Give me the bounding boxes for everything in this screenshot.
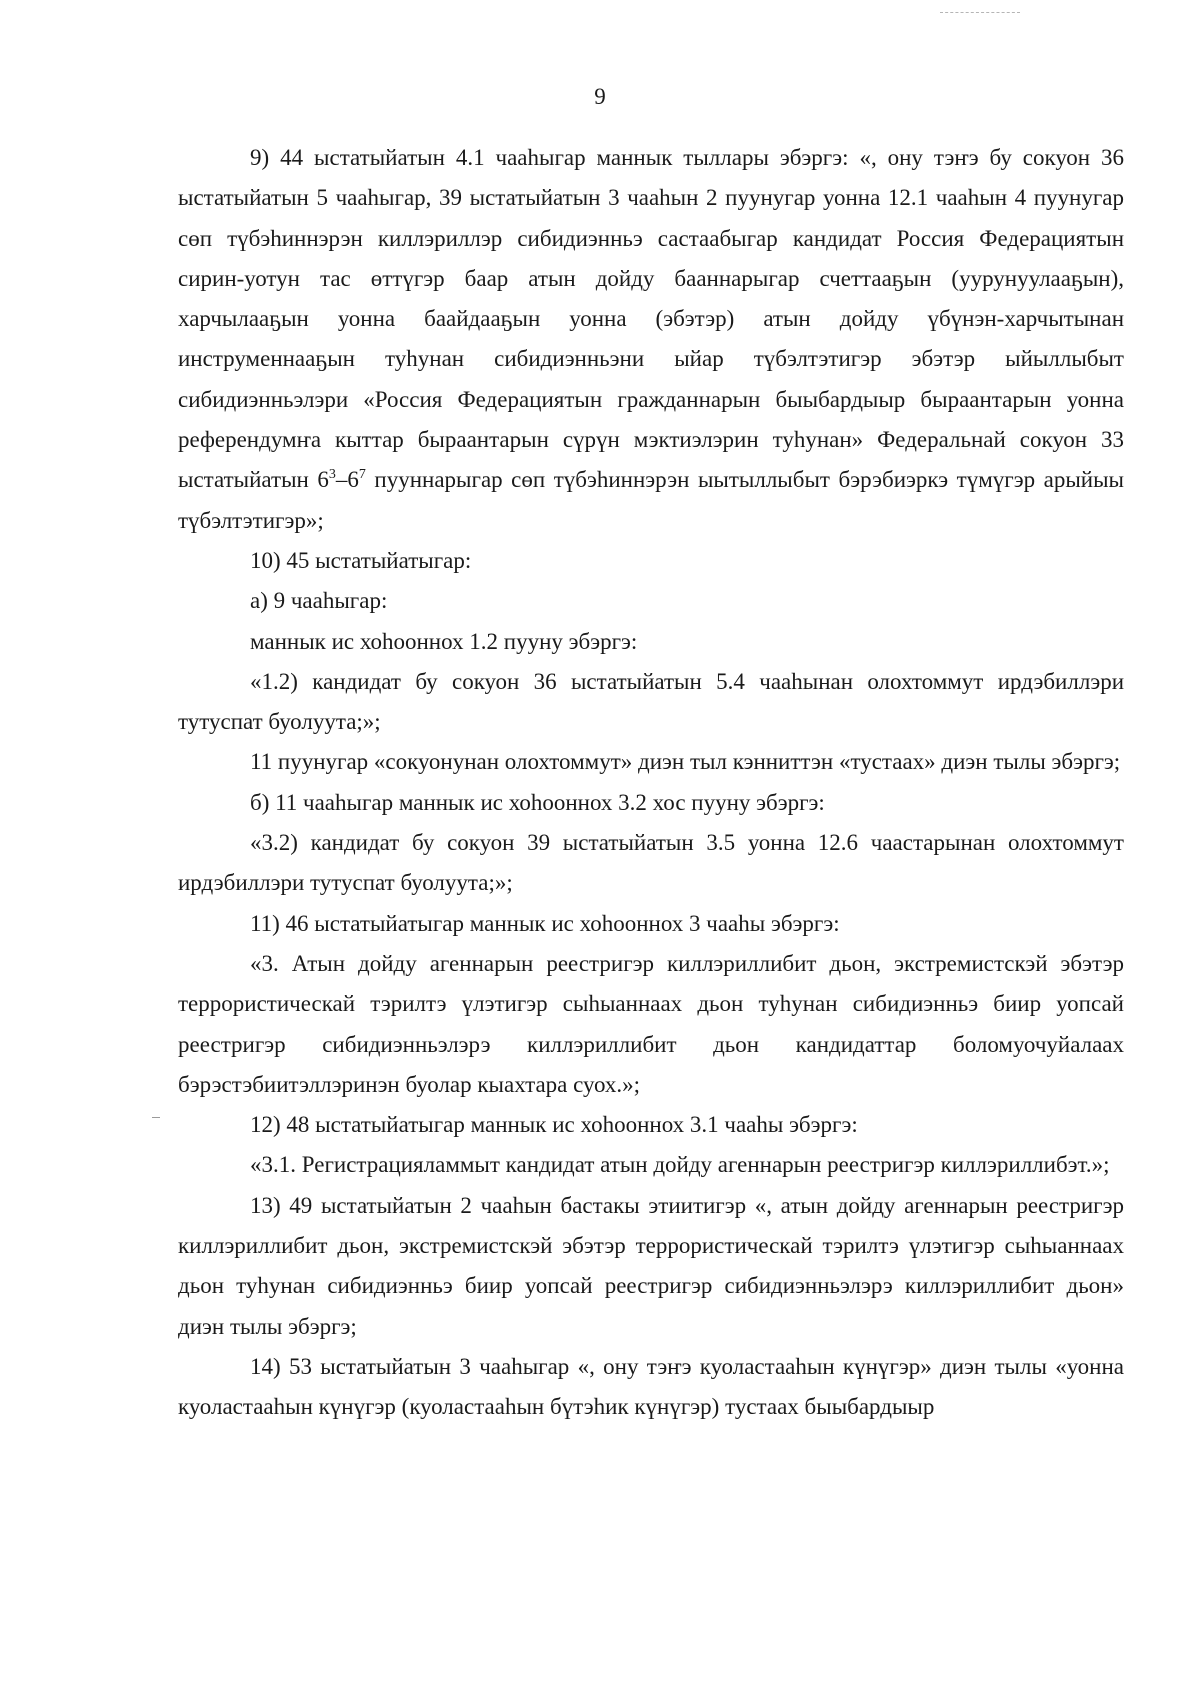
paragraph-text: 9) 44 ыстатыйатын 4.1 чааһыгар маннык тыллары эбэргэ: «, ону тэҥэ бу сокуон 36 ыстатыйатын 5 чааһыгар, 39 ыстатыйатын 3 чааһын 2 пуунугар уонна 12.1 чааһын 4 пуунугар сөп түбэһиннэрэн киллэриллэр сибидиэнньэ састаабыгар кандидат Россия Федерациятын сирин-уотун тас өттүгэр баар атын дойду бааннарыгар счеттааҕын (уурунуулааҕын), харчылааҕын уонна баайдааҕын уонна (эбэтэр) атын дойду үбүнэн-харчытынан инструменнааҕын туһунан сибидиэнньэни ыйар түбэлтэтигэр эбэтэр ыйыллыбыт сибидиэнньэлэри «Россия Федерациятын гражданнарын быыбардыыр быраантарын уонна референдумҥа кыттар быраантарын сүрүн мэктиэлэрин туһунан» Федеральнай сокуон 33 ыстатыйатын 6 <box>178 145 1124 493</box>
margin-mark <box>152 1117 160 1118</box>
paragraph-text-tail: пууннарыгар сөп түбэһиннэрэн ыытыллыбыт бэрэбиэркэ түмүгэр арыйыы түбэлтэтигэр»; <box>178 467 1124 533</box>
paragraph-subitem-b: б) 11 чааһыгар маннык ис хоһооннох 3.2 хос пууну эбэргэ: <box>250 789 825 815</box>
paragraph-quote-3-2: «3.2) кандидат бу сокуон 39 ыстатыйатын 3.5 уонна 12.6 чаастарынан олохтоммут ирдэбиллэри тутуспат буолуута;»; <box>178 830 1124 896</box>
superscript: 7 <box>358 467 366 483</box>
paragraph-item-12: 12) 48 ыстатыйатыгар маннык ис хоһооннох 3.1 чааһы эбэргэ: <box>250 1112 858 1138</box>
paragraph-instruction: маннык ис хоһооннох 1.2 пууну эбэргэ: <box>250 628 638 654</box>
paragraph-item-14: 14) 53 ыстатыйатын 3 чааһыгар «, ону тэҥэ куоластааһын күнүгэр» диэн тылы «уонна куоластааһын күнүгэр (куоластааһын бүтэһик күнүгэр) тустаах быыбардыыр <box>178 1353 1124 1420</box>
superscript: 3 <box>328 467 336 483</box>
paragraph-quote-1-2: «1.2) кандидат бу сокуон 36 ыстатыйатын 5.4 чааһынан олохтоммут ирдэбиллэри тутуспат буолуута;»; <box>178 668 1124 735</box>
paragraph-item-13: 13) 49 ыстатыйатын 2 чааһын бастакы этиитигэр «, атын дойду агеннарын реестригэр киллэриллибит дьон, экстремистскэй эбэтэр террористическай тэрилтэ үлэтигэр сыһыаннаах дьон туһунан сибидиэнньэ биир уопсай реестригэр сибидиэнньэлэрэ киллэриллибит дьон» диэн тылы эбэргэ; <box>178 1192 1124 1339</box>
range-dash: –6 <box>335 467 359 493</box>
scan-artifact-mark <box>940 12 1020 15</box>
paragraph-subitem-a: а) 9 чааһыгар: <box>250 588 388 614</box>
paragraph-item-10: 10) 45 ыстатыйатыгар: <box>250 547 472 573</box>
page-number: 9 <box>594 84 606 109</box>
document-body <box>178 138 1124 1428</box>
paragraph-quote-3-1: «3.1. Регистрацияламмыт кандидат атын дойду агеннарын реестригэр киллэриллибэт.»; <box>250 1152 1110 1178</box>
paragraph-quote-3: «3. Атын дойду агеннарын реестригэр киллэриллибит дьон, экстремистскэй эбэтэр террористическай тэрилтэ үлэтигэр сыһыаннаах дьон туһунан сибидиэнньэ биир уопсай реестригэр сибидиэнньэлэрэ киллэриллибит дьон кандидаттар боломуочуйалаах бэрэстэбиитэллэринэн буолар кыахтара суох.»; <box>178 950 1124 1097</box>
paragraph-item-11: 11) 46 ыстатыйатыгар маннык ис хоһооннох 3 чааһы эбэргэ: <box>250 910 840 936</box>
paragraph-item-9 <box>178 138 1124 541</box>
paragraph-item-11-point: 11 пуунугар «сокуонунан олохтоммут» диэн тыл кэнниттэн «тустаах» диэн тылы эбэргэ; <box>250 749 1121 775</box>
